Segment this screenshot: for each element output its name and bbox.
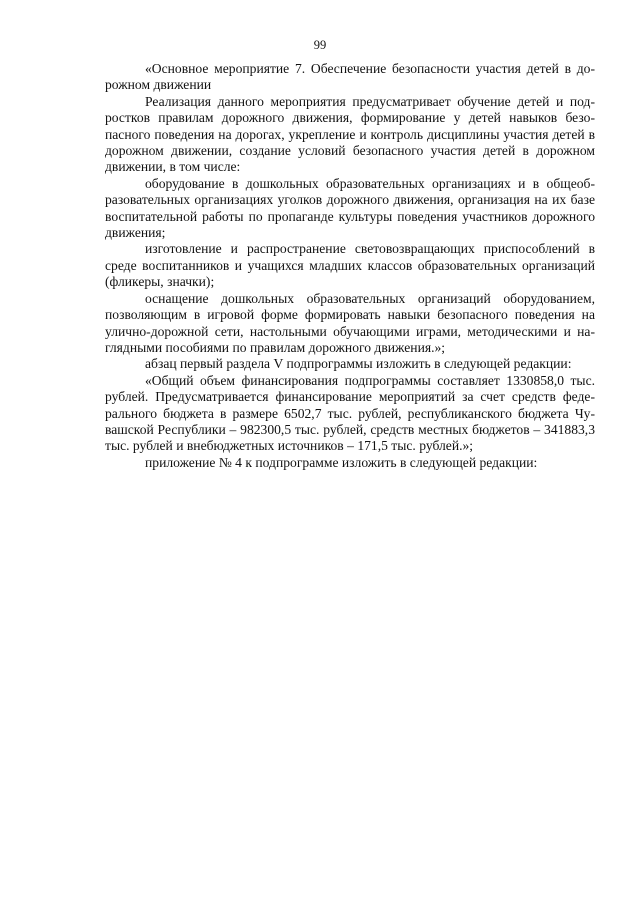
paragraph-preschool-equipment: оснащение дошкольных образовательных организаций оборудованием, позволяющим в игровой форме формировать навыки безопасного поведения на улично-дорожной сети, настольными обучающими играми, методическими и наглядными пособиями по правилам дорожного движения.»; bbox=[105, 290, 595, 355]
paragraph-activity-7-title: «Основное мероприятие 7. Обеспечение безопасности участия детей в дорожном движении bbox=[105, 61, 595, 93]
paragraph-activity-description: Реализация данного мероприятия предусматривает обучение детей и подростков правилам дорожного движения, формирование у детей навыков безопасного поведения на дорогах, укрепление и контроль дисциплины участия детей в дорожном движении, создание условий безопасного участия детей в дорожном движении, в том числе: bbox=[105, 93, 595, 175]
page-number: 99 bbox=[313, 38, 327, 52]
paragraph-funding-total: «Общий объем финансирования подпрограммы составляет 1330858,0 тыс. рублей. Предусматривается финансирование мероприятий за счет средств федерального бюджета в размере 6502,7 тыс. рублей, республиканского бюджета Чувашской Республики – 982300,5 тыс. рублей, средств местных бюджетов – 341883,3 тыс. рублей и внебюджетных источников – 171,5 тыс. рублей.»; bbox=[105, 372, 595, 454]
paragraph-section-v-instruction: абзац первый раздела V подпрограммы изложить в следующей редакции: bbox=[145, 356, 572, 372]
paragraph-appendix-4-instruction: приложение № 4 к подпрограмме изложить в следующей редакции: bbox=[145, 454, 538, 470]
paragraph-equipment-road-corners: оборудование в дошкольных образовательных организациях и в общеобразовательных организациях уголков дорожного движения, организация на их базе воспитательной работы по пропаганде культуры поведения участников дорожного движения; bbox=[105, 175, 595, 241]
paragraph-reflective-devices: изготовление и распространение световозвращающих приспособлений в среде воспитанников и учащихся младших классов образовательных организаций (фликеры, значки); bbox=[105, 241, 595, 290]
body-text bbox=[105, 61, 595, 471]
